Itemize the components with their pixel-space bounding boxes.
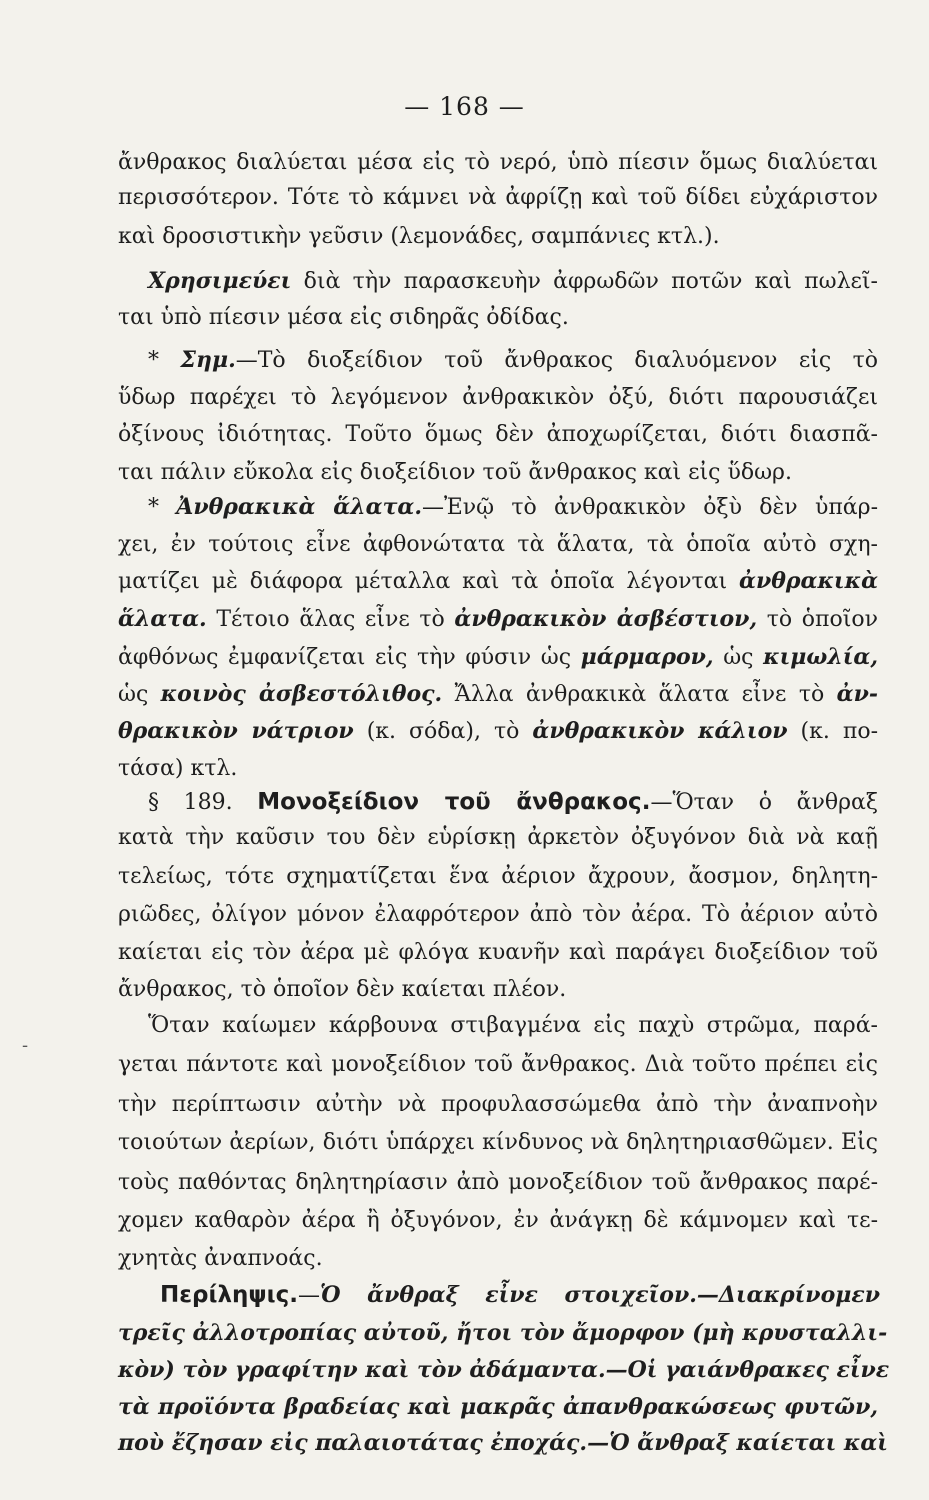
text-line [118, 716, 878, 747]
text-line [118, 900, 878, 930]
emphasized-text: Ὁ ἄνθραξ εἶνε στοιχεῖον.—Διακρίνομεν [320, 1282, 880, 1308]
text-line [118, 1392, 878, 1423]
text-line [118, 1050, 878, 1080]
emphasized-text: τὰ προϊόντα βραδείας καὶ μακρᾶς ἀπανθρακώσεως φυτῶν, [118, 1394, 878, 1420]
text-segment: (κ. σόδα), τὸ [353, 719, 533, 744]
text-segment: ὡς [118, 682, 161, 707]
text-segment: § 189. [148, 790, 258, 815]
text-segment: —Ὅταν ὁ ἄνθραξ [650, 790, 878, 815]
text-segment: * [148, 348, 181, 373]
text-line [118, 1244, 878, 1274]
text-segment: καίεται εἰς τὸν ἀέρα μὲ φλόγα κυανῆν καὶ παράγει διοξείδιον τοῦ [118, 940, 878, 965]
text-segment: ὕδωρ παρέχει τὸ λεγόμενον ἀνθρακικὸν ὀξύ, διότι παρουσιάζει [118, 385, 878, 410]
text-line [118, 823, 878, 853]
text-segment: διὰ τὴν παρασκευὴν ἀφρωδῶν ποτῶν καὶ πωλεῖ- [291, 269, 878, 294]
text-line [148, 266, 878, 297]
text-line [118, 679, 878, 710]
emphasized-text: κὸν) τὸν γραφίτην καὶ τὸν ἀδάμαντα.—Οἱ γαιάνθρακες εἶνε [118, 1357, 890, 1383]
text-segment: καὶ δροσιστικὴν γεῦσιν (λεμονάδες, σαμπάνιες κτλ.). [118, 224, 720, 249]
text-line [148, 492, 878, 523]
text-segment: τάσα) κτλ. [118, 756, 238, 781]
text-line [118, 420, 878, 450]
text-segment: κατὰ τὴν καῦσιν του δὲν εὑρίσκῃ ἀρκετὸν ὀξυγόνον διὰ νὰ καῇ [118, 825, 878, 850]
text-line [118, 604, 878, 635]
text-line [118, 458, 878, 488]
text-line [118, 1090, 878, 1120]
text-segment: τοὺς παθόντας δηλητηρίασιν ἀπὸ μονοξείδιον τοῦ ἄνθρακος παρέ- [118, 1170, 878, 1195]
text-segment: περισσότερον. Τότε τὸ κάμνει νὰ ἀφρίζῃ καὶ τοῦ δίδει εὐχάριστον [118, 185, 878, 210]
text-line [118, 1355, 890, 1386]
text-line [118, 303, 878, 333]
text-line [160, 1280, 880, 1311]
text-segment: (κ. πο- [787, 719, 878, 744]
text-segment: ὀξίνους ἰδιότητας. Τοῦτο ὅμως δὲν ἀποχωρίζεται, διότι διασπᾶ- [118, 422, 878, 447]
text-line [118, 754, 878, 784]
text-line [118, 975, 878, 1005]
text-segment: ἄνθρακος, τὸ ὁποῖον δὲν καίεται πλέον. [118, 977, 567, 1002]
text-segment: τὸ ὁποῖον [757, 607, 878, 632]
text-segment: χομεν καθαρὸν ἀέρα ἢ ὀξυγόνον, ἐν ἀνάγκῃ δὲ κάμνομεν καὶ τε- [118, 1208, 878, 1233]
emphasized-text: ἀν- [836, 681, 878, 707]
text-line [118, 1428, 888, 1459]
text-segment: Τέτοιο ἅλας εἶνε τὸ [206, 607, 455, 632]
emphasized-text: Χρησιμεύει [148, 268, 292, 294]
emphasized-text: ἀνθρακικὸν κάλιον [532, 718, 788, 744]
text-segment: —Τὸ διοξείδιον τοῦ ἄνθρακος διαλυόμενον εἰς τὸ [235, 348, 878, 373]
text-line [118, 642, 878, 673]
text-segment: τελείως, τότε σχηματίζεται ἕνα ἀέριον ἄχρουν, ἄοσμον, δηλητη- [118, 864, 878, 889]
text-line [148, 787, 878, 818]
text-line [118, 222, 878, 252]
text-segment: ται πάλιν εὔκολα εἰς διοξείδιον τοῦ ἄνθρακος καὶ εἰς ὕδωρ. [118, 460, 792, 485]
text-segment: Ἄλλα ἀνθρακικὰ ἅλατα εἶνε τὸ [442, 682, 837, 707]
text-segment: χει, ἐν τούτοις εἶνε ἀφθονώτατα τὰ ἅλατα, τὰ ὁποῖα αὐτὸ σχη- [118, 532, 878, 557]
text-line [118, 530, 878, 560]
emphasized-text: τρεῖς ἀλλοτροπίας αὐτοῦ, ἤτοι τὸν ἄμορφον (μὴ κρυσταλλι- [118, 1320, 888, 1346]
emphasized-text: ἀνθρακικὰ [739, 568, 878, 594]
text-line [118, 1318, 888, 1349]
text-segment: τὴν περίπτωσιν αὐτὴν νὰ προφυλασσώμεθα ἀπὸ τὴν ἀναπνοὴν [118, 1092, 878, 1117]
page-number: — 168 — [404, 92, 525, 121]
text-segment: ὡς [713, 645, 764, 670]
emphasized-text: Ἀνθρακικὰ ἅλατα. [176, 494, 422, 520]
emphasized-text: Σημ. [180, 347, 236, 373]
text-line [148, 1011, 878, 1041]
text-segment: * [148, 495, 177, 520]
text-line [118, 1206, 878, 1236]
margin-mark: - [22, 1035, 29, 1056]
text-line [118, 862, 878, 892]
emphasized-text: θρακικὸν νάτριον [118, 718, 354, 744]
text-segment: ριῶδες, ὀλίγον μόνον ἐλαφρότερον ἀπὸ τὸν ἀέρα. Τὸ ἀέριον αὐτὸ [118, 902, 878, 927]
text-line [118, 566, 878, 597]
text-segment: ἄνθρακος διαλύεται μέσα εἰς τὸ νερό, ὑπὸ πίεσιν ὅμως διαλύεται [118, 150, 878, 175]
emphasized-text: κιμωλία, [763, 644, 879, 670]
emphasized-text: κοινὸς ἀσβεστόλιθος. [160, 681, 443, 707]
text-line [118, 1128, 878, 1158]
text-line [118, 1168, 878, 1198]
text-line [148, 345, 878, 376]
text-segment: χνητὰς ἀναπνοάς. [118, 1246, 323, 1271]
text-line [118, 938, 878, 968]
text-segment: — [298, 1283, 320, 1308]
text-line [118, 183, 878, 213]
section-heading: Μονοξείδιον τοῦ ἄνθρακος. [257, 789, 651, 815]
text-segment: ται ὑπὸ πίεσιν μέσα εἰς σιδηρᾶς ὀδίδας. [118, 305, 569, 330]
text-segment: γεται πάντοτε καὶ μονοξείδιον τοῦ ἄνθρακος. Διὰ τοῦτο πρέπει εἰς [118, 1052, 878, 1077]
emphasized-text: ποὺ ἔζησαν εἰς παλαιοτάτας ἐποχάς.—Ὁ ἄνθραξ καίεται καὶ [118, 1430, 888, 1456]
text-segment: τοιούτων ἀερίων, διότι ὑπάρχει κίνδυνος νὰ δηλητηριασθῶμεν. Εἰς [118, 1130, 878, 1155]
text-line [118, 383, 878, 413]
emphasized-text: ἀνθρακικὸν ἀσβέστιον, [454, 606, 758, 632]
emphasized-text: μάρμαρον, [580, 644, 714, 670]
section-heading: Περίληψις. [160, 1282, 298, 1308]
text-segment: ἀφθόνως ἐμφανίζεται εἰς τὴν φύσιν ὡς [118, 645, 581, 670]
text-segment: ματίζει μὲ διάφορα μέταλλα καὶ τὰ ὁποῖα λέγονται [118, 569, 740, 594]
text-line [118, 148, 878, 178]
text-segment: Ὅταν καίωμεν κάρβουνα στιβαγμένα εἰς παχὺ στρῶμα, παρά- [148, 1013, 878, 1038]
text-segment: —Ἐνῷ τὸ ἀνθρακικὸν ὀξὺ δὲν ὑπάρ- [422, 495, 878, 520]
emphasized-text: ἅλατα. [118, 606, 207, 632]
